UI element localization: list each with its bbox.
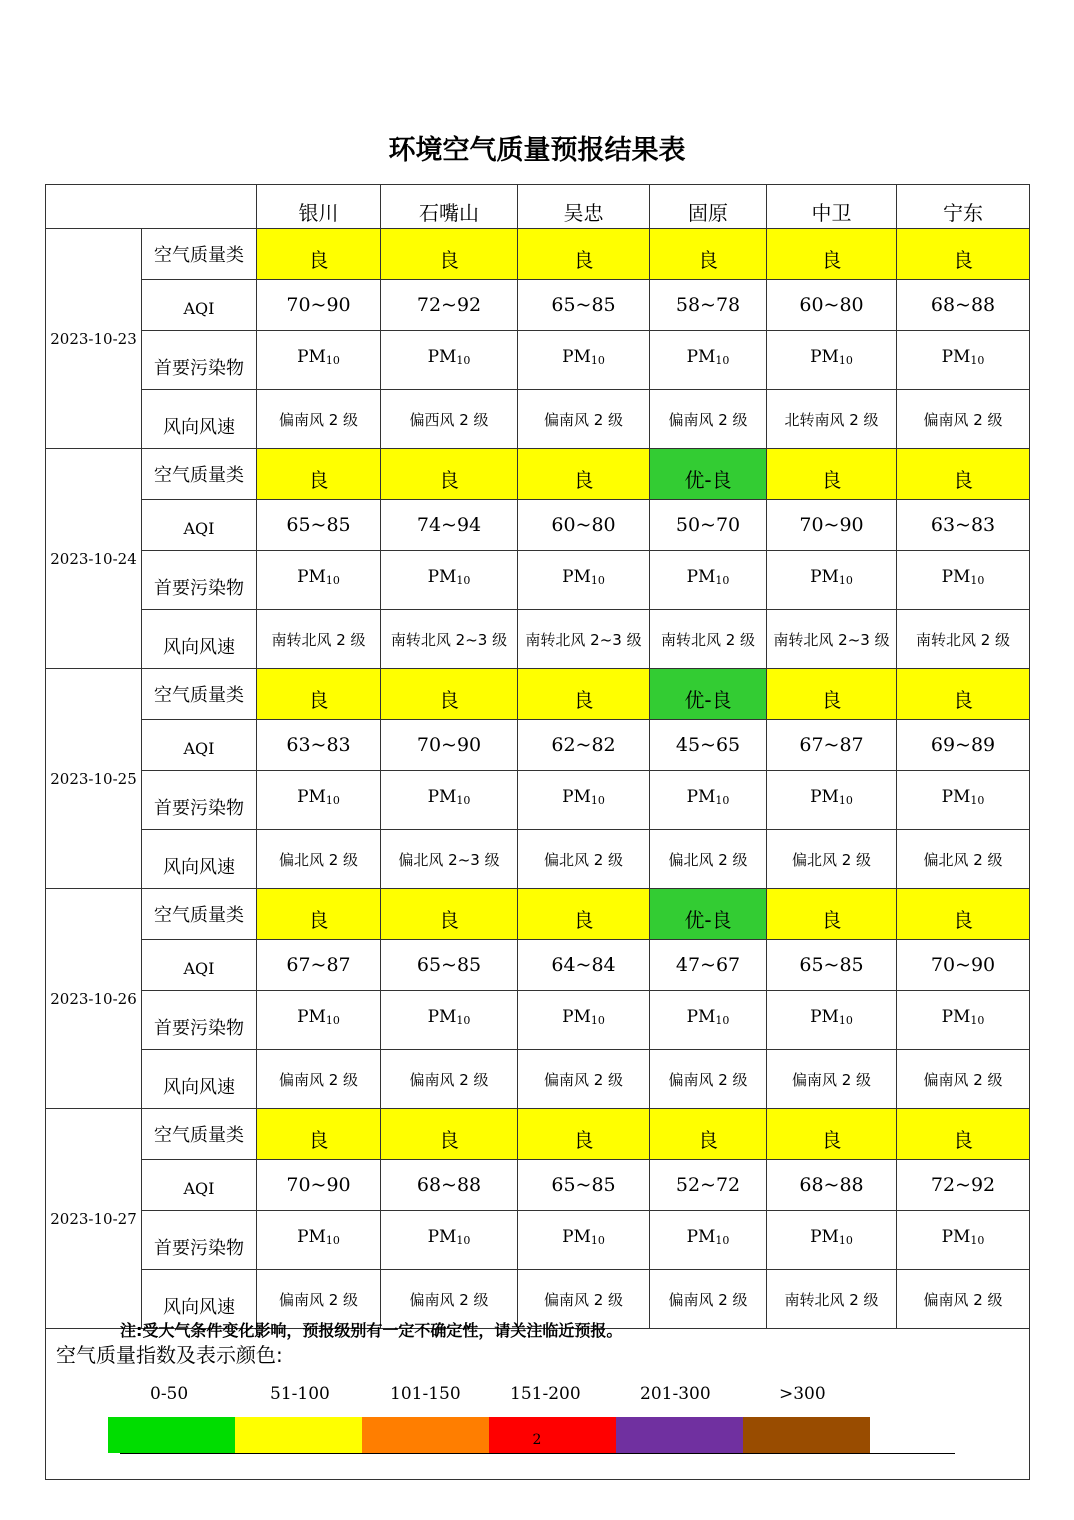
- pollutant-cell: [381, 1211, 518, 1270]
- row-label-wind: 风向风速: [142, 390, 257, 449]
- pollutant-subscript: 10: [838, 1234, 853, 1247]
- quality-cell: 良: [257, 669, 381, 720]
- row-label-quality: 空气质量类: [142, 229, 257, 280]
- legend-label: 0-50: [150, 1384, 189, 1404]
- wind-cell: 南转北风 2~3 级: [381, 610, 518, 669]
- pollutant-cell: [381, 331, 518, 390]
- row-label-quality: 空气质量类: [142, 669, 257, 720]
- legend-row: [46, 1329, 1030, 1480]
- pollutant-name: PM: [562, 1007, 591, 1027]
- quality-row: [46, 1109, 1030, 1160]
- header-corner: [46, 185, 257, 229]
- pollutant-cell: [518, 771, 650, 830]
- legend-label: 151-200: [510, 1384, 581, 1404]
- pollutant-subscript: 10: [456, 794, 471, 807]
- page-number: 2: [532, 1432, 542, 1448]
- aqi-row: [46, 500, 1030, 551]
- row-label-pollutant: 首要污染物: [142, 331, 257, 390]
- quality-cell: 良: [518, 1109, 650, 1160]
- pollutant-cell: [650, 551, 767, 610]
- pollutant-subscript: 10: [325, 794, 340, 807]
- pollutant-subscript: 10: [456, 1234, 471, 1247]
- pollutant-name: PM: [941, 787, 971, 807]
- aqi-cell: 60~80: [518, 500, 650, 551]
- quality-cell: 良: [381, 669, 518, 720]
- city-header: 银川: [257, 185, 381, 229]
- pollutant-subscript: 10: [456, 574, 471, 587]
- aqi-cell: 67~87: [257, 940, 381, 991]
- city-header: 吴忠: [518, 185, 650, 229]
- pollutant-cell: [381, 551, 518, 610]
- forecast-date: 2023-10-24: [46, 449, 142, 669]
- row-label-pollutant: 首要污染物: [142, 991, 257, 1050]
- wind-cell: 偏北风 2 级: [767, 830, 897, 889]
- row-label-pollutant: 首要污染物: [142, 771, 257, 830]
- pollutant-cell: [650, 1211, 767, 1270]
- aqi-cell: 63~83: [257, 720, 381, 771]
- wind-cell: 南转北风 2~3 级: [767, 610, 897, 669]
- pollutant-subscript: 10: [838, 574, 853, 587]
- pollutant-subscript: 10: [838, 1014, 853, 1027]
- quality-cell: 良: [381, 229, 518, 280]
- quality-cell: 良: [257, 889, 381, 940]
- pollutant-subscript: 10: [325, 574, 340, 587]
- pollutant-cell: [518, 1211, 650, 1270]
- city-header: 中卫: [767, 185, 897, 229]
- wind-cell: 偏北风 2~3 级: [381, 830, 518, 889]
- pollutant-subscript: 10: [838, 354, 853, 367]
- city-header: 宁东: [897, 185, 1030, 229]
- wind-cell: 南转北风 2~3 级: [518, 610, 650, 669]
- pollutant-row: [46, 991, 1030, 1050]
- pollutant-name: PM: [686, 787, 716, 807]
- quality-row: [46, 449, 1030, 500]
- aqi-cell: 69~89: [897, 720, 1030, 771]
- forecast-date: 2023-10-27: [46, 1109, 142, 1329]
- quality-cell: 优-良: [650, 449, 767, 500]
- legend-label: 201-300: [640, 1384, 711, 1404]
- wind-cell: 偏西风 2 级: [381, 390, 518, 449]
- aqi-cell: 68~88: [767, 1160, 897, 1211]
- quality-cell: 良: [381, 889, 518, 940]
- row-label-aqi: AQI: [142, 720, 257, 771]
- aqi-cell: 60~80: [767, 280, 897, 331]
- quality-cell: 优-良: [650, 889, 767, 940]
- pollutant-name: PM: [686, 1007, 716, 1027]
- wind-row: [46, 1050, 1030, 1109]
- wind-row: [46, 390, 1030, 449]
- pollutant-subscript: 10: [590, 1014, 605, 1027]
- forecast-date: 2023-10-25: [46, 669, 142, 889]
- pollutant-subscript: 10: [838, 794, 853, 807]
- header-row: [46, 185, 1030, 229]
- pollutant-name: PM: [810, 787, 839, 807]
- wind-cell: 偏南风 2 级: [518, 1050, 650, 1109]
- aqi-cell: 63~83: [897, 500, 1030, 551]
- wind-row: [46, 830, 1030, 889]
- pollutant-cell: [767, 991, 897, 1050]
- pollutant-name: PM: [810, 567, 839, 587]
- pollutant-cell: [518, 331, 650, 390]
- quality-cell: 良: [767, 669, 897, 720]
- pollutant-name: PM: [427, 1007, 457, 1027]
- pollutant-name: PM: [427, 347, 457, 367]
- pollutant-name: PM: [427, 1227, 457, 1247]
- pollutant-name: PM: [810, 1007, 839, 1027]
- row-label-aqi: AQI: [142, 280, 257, 331]
- aqi-cell: 70~90: [257, 1160, 381, 1211]
- row-label-aqi: AQI: [142, 500, 257, 551]
- wind-cell: 偏北风 2 级: [650, 830, 767, 889]
- aqi-cell: 68~88: [381, 1160, 518, 1211]
- row-label-quality: 空气质量类: [142, 1109, 257, 1160]
- forecast-table: [45, 184, 1030, 1480]
- pollutant-name: PM: [810, 1227, 839, 1247]
- pollutant-name: PM: [297, 567, 326, 587]
- pollutant-cell: [257, 551, 381, 610]
- wind-cell: 偏南风 2 级: [257, 390, 381, 449]
- legend-label: 101-150: [390, 1384, 461, 1404]
- wind-row: [46, 610, 1030, 669]
- row-label-wind: 风向风速: [142, 830, 257, 889]
- wind-cell: 偏南风 2 级: [650, 1270, 767, 1329]
- pollutant-cell: [897, 551, 1030, 610]
- pollutant-cell: [767, 551, 897, 610]
- pollutant-cell: [518, 991, 650, 1050]
- pollutant-subscript: 10: [715, 574, 730, 587]
- quality-cell: 良: [767, 229, 897, 280]
- aqi-cell: 65~85: [381, 940, 518, 991]
- wind-cell: 偏南风 2 级: [381, 1270, 518, 1329]
- quality-cell: 良: [897, 449, 1030, 500]
- quality-cell: 良: [381, 1109, 518, 1160]
- pollutant-cell: [767, 331, 897, 390]
- pollutant-name: PM: [297, 787, 326, 807]
- pollutant-name: PM: [297, 1007, 326, 1027]
- legend-label: >300: [779, 1384, 826, 1404]
- aqi-cell: 70~90: [257, 280, 381, 331]
- pollutant-cell: [767, 771, 897, 830]
- forecast-note: 注:受大气条件变化影响，预报级别有一定不确定性，请关注临近预报。: [120, 1321, 623, 1340]
- pollutant-cell: [897, 1211, 1030, 1270]
- row-label-pollutant: 首要污染物: [142, 1211, 257, 1270]
- wind-cell: 偏南风 2 级: [650, 390, 767, 449]
- aqi-cell: 68~88: [897, 280, 1030, 331]
- wind-cell: 北转南风 2 级: [767, 390, 897, 449]
- pollutant-cell: [257, 331, 381, 390]
- pollutant-cell: [257, 991, 381, 1050]
- legend-label: 51-100: [270, 1384, 330, 1404]
- pollutant-row: [46, 1211, 1030, 1270]
- pollutant-subscript: 10: [456, 354, 471, 367]
- quality-cell: 良: [518, 449, 650, 500]
- pollutant-subscript: 10: [590, 1234, 605, 1247]
- wind-cell: 偏南风 2 级: [257, 1270, 381, 1329]
- quality-cell: 良: [767, 889, 897, 940]
- pollutant-name: PM: [686, 1227, 716, 1247]
- pollutant-cell: [767, 1211, 897, 1270]
- quality-cell: 优-良: [650, 669, 767, 720]
- city-header: 石嘴山: [381, 185, 518, 229]
- pollutant-subscript: 10: [590, 354, 605, 367]
- pollutant-subscript: 10: [970, 354, 985, 367]
- table-body: [46, 229, 1030, 1329]
- row-label-wind: 风向风速: [142, 1050, 257, 1109]
- pollutant-cell: [650, 991, 767, 1050]
- pollutant-cell: [650, 771, 767, 830]
- aqi-cell: 70~90: [381, 720, 518, 771]
- aqi-cell: 74~94: [381, 500, 518, 551]
- forecast-date: 2023-10-23: [46, 229, 142, 449]
- pollutant-row: [46, 331, 1030, 390]
- quality-cell: 良: [257, 1109, 381, 1160]
- pollutant-name: PM: [686, 567, 716, 587]
- pollutant-subscript: 10: [715, 794, 730, 807]
- quality-cell: 良: [897, 1109, 1030, 1160]
- wind-cell: 偏南风 2 级: [897, 1270, 1030, 1329]
- quality-cell: 良: [518, 669, 650, 720]
- wind-cell: 偏南风 2 级: [381, 1050, 518, 1109]
- aqi-cell: 65~85: [257, 500, 381, 551]
- aqi-cell: 45~65: [650, 720, 767, 771]
- pollutant-name: PM: [562, 567, 591, 587]
- aqi-row: [46, 280, 1030, 331]
- aqi-cell: 65~85: [518, 280, 650, 331]
- quality-cell: 良: [767, 449, 897, 500]
- pollutant-name: PM: [562, 787, 591, 807]
- pollutant-name: PM: [427, 567, 457, 587]
- quality-row: [46, 669, 1030, 720]
- aqi-row: [46, 720, 1030, 771]
- wind-cell: 偏南风 2 级: [650, 1050, 767, 1109]
- page-title: 环境空气质量预报结果表: [388, 135, 686, 166]
- pollutant-name: PM: [427, 787, 457, 807]
- aqi-row: [46, 1160, 1030, 1211]
- pollutant-name: PM: [297, 1227, 326, 1247]
- pollutant-subscript: 10: [715, 1014, 730, 1027]
- aqi-cell: 65~85: [518, 1160, 650, 1211]
- pollutant-name: PM: [562, 1227, 591, 1247]
- row-label-aqi: AQI: [142, 940, 257, 991]
- pollutant-subscript: 10: [970, 574, 985, 587]
- aqi-row: [46, 940, 1030, 991]
- quality-cell: 良: [767, 1109, 897, 1160]
- quality-cell: 良: [650, 1109, 767, 1160]
- row-label-wind: 风向风速: [142, 1270, 257, 1329]
- row-label-pollutant: 首要污染物: [142, 551, 257, 610]
- quality-cell: 良: [897, 229, 1030, 280]
- row-label-wind: 风向风速: [142, 610, 257, 669]
- pollutant-cell: [897, 331, 1030, 390]
- aqi-cell: 58~78: [650, 280, 767, 331]
- pollutant-cell: [897, 771, 1030, 830]
- pollutant-cell: [257, 1211, 381, 1270]
- quality-cell: 良: [257, 229, 381, 280]
- aqi-cell: 47~67: [650, 940, 767, 991]
- quality-cell: 良: [897, 669, 1030, 720]
- pollutant-cell: [518, 551, 650, 610]
- quality-cell: 良: [518, 229, 650, 280]
- aqi-cell: 52~72: [650, 1160, 767, 1211]
- aqi-cell: 64~84: [518, 940, 650, 991]
- aqi-cell: 62~82: [518, 720, 650, 771]
- wind-cell: 偏北风 2 级: [518, 830, 650, 889]
- pollutant-subscript: 10: [590, 794, 605, 807]
- pollutant-subscript: 10: [970, 1014, 985, 1027]
- pollutant-subscript: 10: [590, 574, 605, 587]
- pollutant-name: PM: [686, 347, 716, 367]
- legend-title: 空气质量指数及表示颜色:: [56, 1343, 283, 1367]
- wind-cell: 偏北风 2 级: [897, 830, 1030, 889]
- pollutant-subscript: 10: [325, 1234, 340, 1247]
- wind-cell: 偏南风 2 级: [257, 1050, 381, 1109]
- wind-cell: 南转北风 2 级: [767, 1270, 897, 1329]
- quality-cell: 良: [381, 449, 518, 500]
- row-label-aqi: AQI: [142, 1160, 257, 1211]
- aqi-cell: 72~92: [381, 280, 518, 331]
- pollutant-name: PM: [941, 567, 971, 587]
- wind-cell: 南转北风 2 级: [897, 610, 1030, 669]
- aqi-cell: 67~87: [767, 720, 897, 771]
- quality-row: [46, 229, 1030, 280]
- row-label-quality: 空气质量类: [142, 889, 257, 940]
- aqi-cell: 72~92: [897, 1160, 1030, 1211]
- quality-cell: 良: [650, 229, 767, 280]
- wind-cell: 偏南风 2 级: [518, 1270, 650, 1329]
- wind-cell: 偏南风 2 级: [897, 1050, 1030, 1109]
- pollutant-name: PM: [810, 347, 839, 367]
- row-label-quality: 空气质量类: [142, 449, 257, 500]
- quality-row: [46, 889, 1030, 940]
- pollutant-name: PM: [941, 347, 971, 367]
- pollutant-name: PM: [941, 1227, 971, 1247]
- pollutant-row: [46, 551, 1030, 610]
- wind-cell: 南转北风 2 级: [257, 610, 381, 669]
- pollutant-cell: [381, 771, 518, 830]
- wind-cell: 南转北风 2 级: [650, 610, 767, 669]
- aqi-cell: 50~70: [650, 500, 767, 551]
- wind-cell: 偏南风 2 级: [767, 1050, 897, 1109]
- pollutant-name: PM: [297, 347, 326, 367]
- aqi-cell: 70~90: [897, 940, 1030, 991]
- pollutant-subscript: 10: [970, 794, 985, 807]
- pollutant-name: PM: [941, 1007, 971, 1027]
- pollutant-cell: [257, 771, 381, 830]
- wind-cell: 偏北风 2 级: [257, 830, 381, 889]
- footer-divider: [120, 1453, 955, 1454]
- quality-cell: 良: [518, 889, 650, 940]
- pollutant-subscript: 10: [715, 354, 730, 367]
- pollutant-cell: [381, 991, 518, 1050]
- wind-cell: 偏南风 2 级: [518, 390, 650, 449]
- city-header: 固原: [650, 185, 767, 229]
- pollutant-subscript: 10: [456, 1014, 471, 1027]
- quality-cell: 良: [257, 449, 381, 500]
- aqi-cell: 65~85: [767, 940, 897, 991]
- pollutant-name: PM: [562, 347, 591, 367]
- pollutant-cell: [897, 991, 1030, 1050]
- pollutant-subscript: 10: [325, 354, 340, 367]
- pollutant-subscript: 10: [715, 1234, 730, 1247]
- legend: [46, 1329, 1030, 1480]
- pollutant-subscript: 10: [325, 1014, 340, 1027]
- aqi-cell: 70~90: [767, 500, 897, 551]
- pollutant-cell: [650, 331, 767, 390]
- wind-cell: 偏南风 2 级: [897, 390, 1030, 449]
- quality-cell: 良: [897, 889, 1030, 940]
- pollutant-subscript: 10: [970, 1234, 985, 1247]
- forecast-date: 2023-10-26: [46, 889, 142, 1109]
- pollutant-row: [46, 771, 1030, 830]
